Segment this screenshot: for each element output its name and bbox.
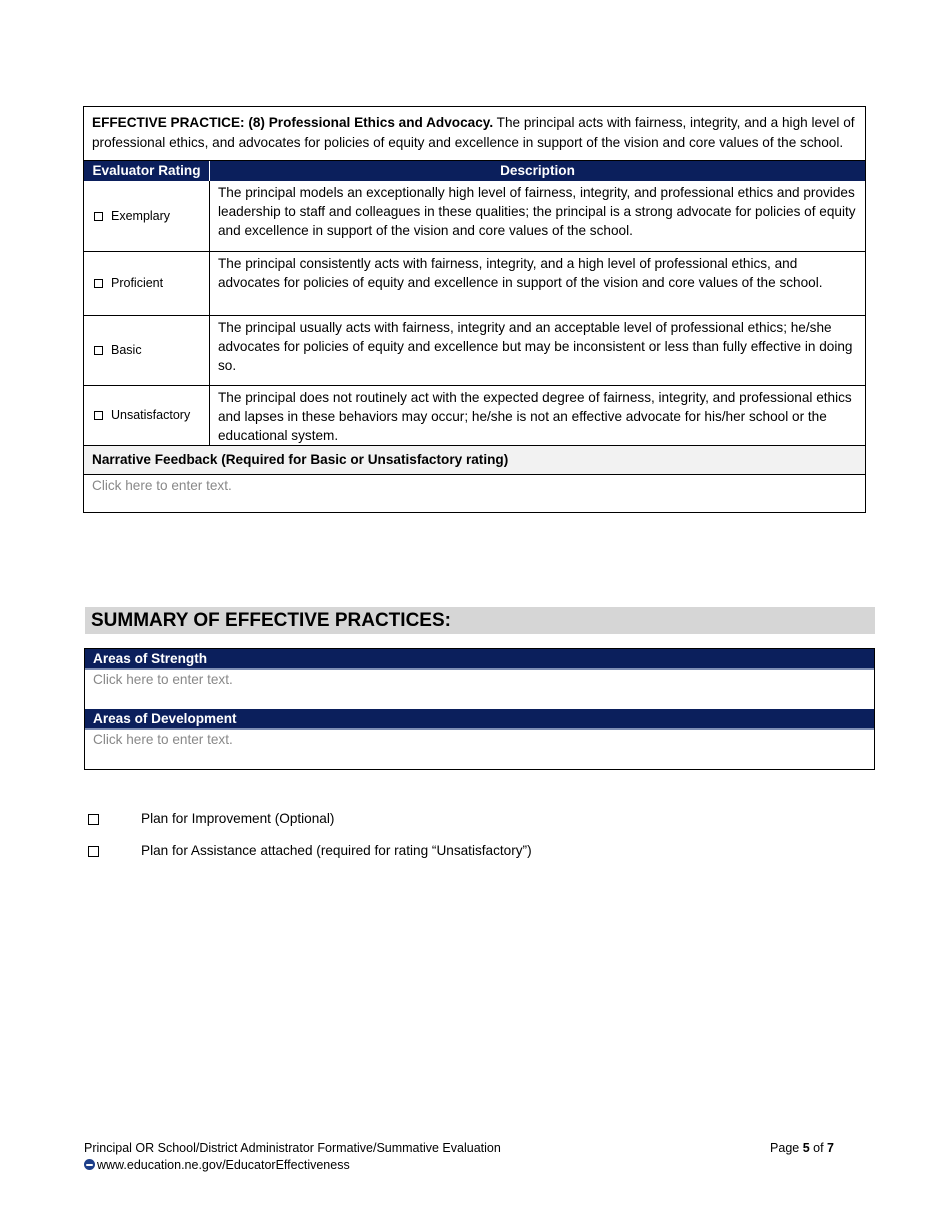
rating-label: Basic	[111, 343, 142, 357]
rating-description: The principal models an exceptionally high level of fairness, integrity, and professional ethics and provides leadership to staff and colleagues in these qualities; the principal is a strong advocate for policies of equity and excellence in support of the vision and core values of the school.	[218, 185, 856, 238]
rating-option-unsatisfactory[interactable]	[84, 386, 210, 445]
areas-of-strength-label: Areas of Strength	[85, 649, 874, 670]
rating-row-basic	[84, 315, 865, 385]
rating-row-proficient	[84, 251, 865, 315]
practice-description: The principal acts with fairness, integrity, and a high level of professional ethics, and advocates for policies of equity and excellence in support of the vision and core values of the school.	[92, 115, 855, 150]
checkbox-icon[interactable]	[94, 411, 103, 420]
checkbox-icon[interactable]	[88, 846, 99, 857]
nde-logo-icon	[84, 1159, 95, 1170]
rating-row-exemplary	[84, 181, 865, 251]
checkbox-icon[interactable]	[88, 814, 99, 825]
summary-title: SUMMARY OF EFFECTIVE PRACTICES:	[85, 607, 875, 634]
page-prefix: Page	[770, 1141, 803, 1155]
narrative-feedback-label: Narrative Feedback (Required for Basic or Unsatisfactory rating)	[84, 445, 865, 474]
rating-option-exemplary[interactable]	[84, 181, 210, 251]
plan-improvement-option[interactable]	[88, 810, 334, 828]
rating-option-proficient[interactable]	[84, 252, 210, 315]
rating-option-basic[interactable]	[84, 316, 210, 385]
rating-row-unsatisfactory	[84, 385, 865, 445]
narrative-feedback-input[interactable]: Click here to enter text.	[84, 474, 865, 512]
practice-title: EFFECTIVE PRACTICE: (8) Professional Ethics and Advocacy.	[92, 115, 494, 130]
evaluator-rating-header: Evaluator Rating	[84, 161, 210, 181]
page-of: of	[809, 1141, 828, 1155]
rating-description: The principal usually acts with fairness, integrity and an acceptable level of professional ethics; he/she advocates for policies of equity and excellence but may be inconsistent or less than fully effective in doing so.	[218, 320, 853, 373]
rating-description: The principal consistently acts with fairness, integrity, and a high level of professional ethics, and advocates for policies of equity and excellence in support of the vision and core values of the school.	[218, 256, 823, 290]
plan-improvement-label: Plan for Improvement (Optional)	[141, 811, 335, 826]
page-number	[770, 1140, 834, 1157]
effective-practice-header	[84, 107, 865, 161]
checkbox-icon[interactable]	[94, 346, 103, 355]
rating-rows	[84, 181, 865, 445]
plan-assistance-label: Plan for Assistance attached (required for rating “Unsatisfactory”)	[141, 843, 532, 858]
footer-url[interactable]: www.education.ne.gov/EducatorEffectiveness	[97, 1158, 350, 1172]
rating-label: Unsatisfactory	[111, 408, 191, 422]
rating-label: Exemplary	[111, 208, 171, 223]
effective-practice-table	[83, 106, 866, 513]
page-total: 7	[827, 1141, 834, 1155]
plan-assistance-option[interactable]	[88, 842, 532, 860]
areas-of-strength-input[interactable]: Click here to enter text.	[93, 672, 233, 687]
footer-title: Principal OR School/District Administrator Formative/Summative Evaluation	[84, 1141, 501, 1155]
description-header: Description	[500, 163, 575, 178]
rating-description: The principal does not routinely act with the expected degree of fairness, integrity, and professional ethics and lapses in these behaviors may occur; he/she is not an effective advocate for his/her school or the educational system.	[218, 390, 852, 443]
page-current: 5	[802, 1141, 810, 1155]
areas-of-development-label: Areas of Development	[85, 709, 874, 730]
table-column-headers	[84, 161, 865, 181]
summary-box	[84, 648, 875, 770]
checkbox-icon[interactable]	[94, 212, 103, 221]
rating-label: Proficient	[111, 276, 164, 290]
page-footer	[84, 1140, 834, 1174]
checkbox-icon[interactable]	[94, 279, 103, 288]
areas-of-development-input[interactable]: Click here to enter text.	[93, 732, 233, 747]
